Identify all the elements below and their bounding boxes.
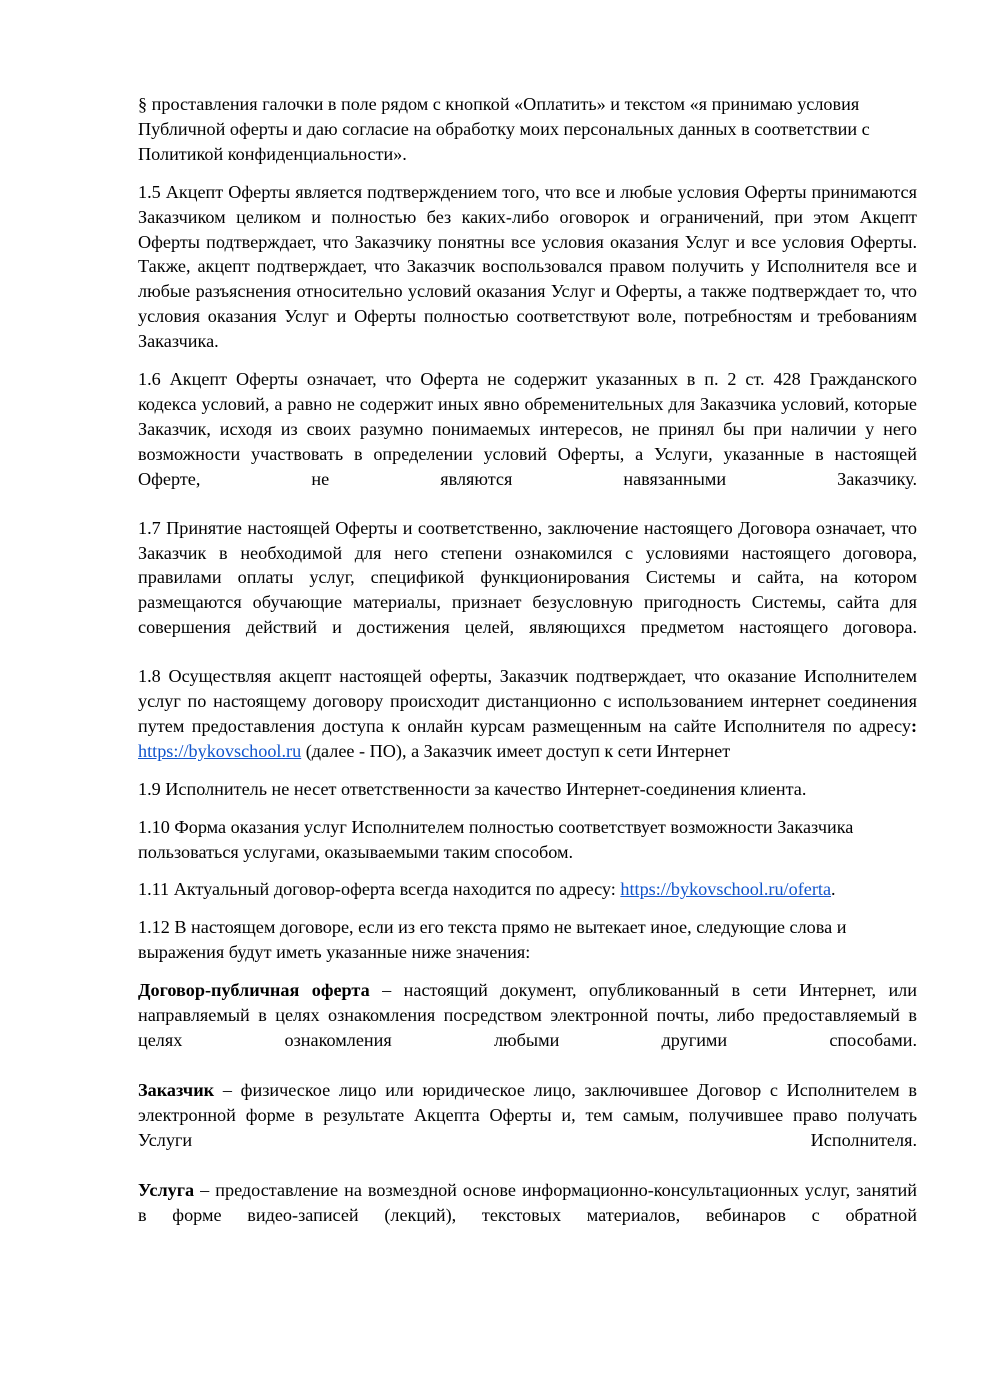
paragraph-1-8-tail: (далее - ПО), а Заказчик имеет доступ к сети Интернет bbox=[301, 740, 731, 761]
definition-text: – физическое лицо или юридическое лицо, заключившее Договор с Исполнителем в электронной форме в результате Акцепта Оферты и, тем самым, получившее право получать Услуги Исполнителя. bbox=[138, 1079, 917, 1150]
definition-term: Услуга bbox=[138, 1179, 195, 1200]
oferta-link[interactable]: https://bykovschool.ru/oferta bbox=[620, 879, 832, 900]
definition-term: Заказчик bbox=[138, 1079, 215, 1100]
paragraph-1-8-colon: : bbox=[910, 715, 917, 736]
definition-text: – предоставление на возмездной основе информационно-консультационных услуг, занятий в форме видео-записей (лекций), текстовых материалов, вебинаров с обратной bbox=[138, 1179, 917, 1225]
paragraph-1-7: 1.7 Принятие настоящей Оферты и соответственно, заключение настоящего Договора означает, что Заказчик в необходимой для него степени ознакомился с условиями настоящего договора, правилами оплаты услуг, спецификой функционирования Системы и сайта, на котором размещаются обучающие материалы, признает безусловную пригодность Системы, сайта для совершения действий и достижения целей, являющихся предметом настоящего договора. bbox=[138, 517, 917, 638]
definition-customer bbox=[138, 1078, 917, 1153]
paragraph-1-12: 1.12 В настоящем договоре, если из его текста прямо не вытекает иное, следующие слова и выражения будут иметь указанные ниже значения: bbox=[138, 917, 847, 963]
paragraph-1-8-text: 1.8 Осуществляя акцепт настоящей оферты, Заказчик подтверждает, что оказание Исполнителем услуг по настоящему договору происходит дистанционно с использованием интернет соединения путем предоставления доступа к онлайн курсам размещенным на сайте Исполнителя по адресу bbox=[138, 666, 917, 736]
definition-service bbox=[138, 1178, 917, 1228]
definition-term: Договор-публичная оферта bbox=[138, 980, 370, 1001]
paragraph-1-5: 1.5 Акцепт Оферты является подтверждением того, что все и любые условия Оферты принимаются Заказчиком целиком и полностью без каких-либо оговорок и ограничений, при этом Акцепт Оферты подтверждает, что Заказчику понятны все условия оказания Услуг и все условия Оферты. Также, акцепт подтверждает, что Заказчик воспользовался правом получить у Исполнителя все и любые разъяснения относительно условий оказания Услуг и Оферты, а также подтверждает то, что условия оказания Услуг и Оферты полностью соответствуют воле, потребностям и требованиям Заказчика. bbox=[138, 181, 917, 352]
paragraph-1-10: 1.10 Форма оказания услуг Исполнителем полностью соответствует возможности Заказчика пользоваться услугами, оказываемыми таким способом. bbox=[138, 816, 854, 862]
definition-text: – настоящий документ, опубликованный в сети Интернет, или направляемый в целях ознакомления посредством электронной почты, либо предоставляемый в целях ознакомления любыми другими способами. bbox=[138, 980, 917, 1050]
paragraph-consent-checkbox: § проставления галочки в поле рядом с кнопкой «Оплатить» и текстом «я принимаю условия Публичной оферты и даю согласие на обработку моих персональных данных в соответствии с Политикой конфиденциальности». bbox=[138, 94, 870, 164]
paragraph-1-9: 1.9 Исполнитель не несет ответственности за качество Интернет-соединения клиента. bbox=[138, 778, 807, 799]
paragraph-1-11-tail: . bbox=[831, 879, 836, 900]
paragraph-1-8 bbox=[138, 664, 917, 764]
document-page bbox=[138, 92, 917, 1240]
definition-public-offer bbox=[138, 978, 917, 1053]
paragraph-1-11 bbox=[138, 877, 917, 902]
site-link[interactable]: https://bykovschool.ru bbox=[138, 740, 302, 761]
paragraph-1-11-text: 1.11 Актуальный договор-оферта всегда находится по адресу: bbox=[138, 879, 621, 900]
paragraph-1-6: 1.6 Акцепт Оферты означает, что Оферта не содержит указанных в п. 2 ст. 428 Гражданского кодекса условий, а равно не содержит иных явно обременительных для Заказчика условий, которые Заказчик, исходя из своих разумно понимаемых интересов, не принял бы при наличии у него возможности участвовать в определении условий Оферты, а Услуги, указанные в настоящей Оферте, не являются навязанными Заказчику. bbox=[138, 369, 917, 489]
